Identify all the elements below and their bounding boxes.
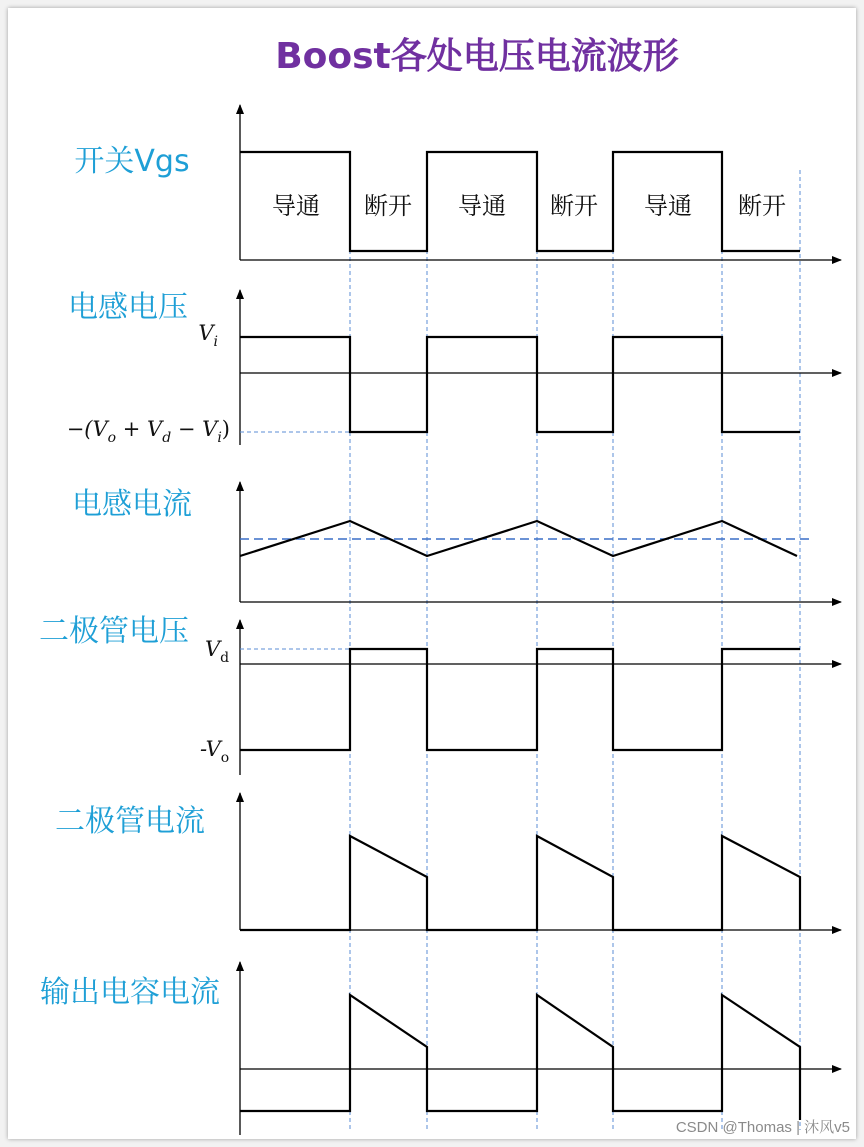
vgs-state-6: 断开 [738,192,786,220]
diode-voltage-low-label: $-V_o$ [200,737,230,766]
vgs-state-1: 导通 [272,192,320,220]
diode-voltage-label: 二极管电压 [39,614,189,649]
watermark: CSDN @Thomas | 沐风v5 [675,1119,850,1136]
vgs-state-5: 导通 [644,192,692,220]
cap-current-label: 输出电容电流 [40,975,220,1010]
vgs-waveform [240,152,800,251]
panel-diode-current [55,793,841,930]
inductor-voltage-waveform [240,337,800,432]
diagram-title: Boost各处电压电流波形 [275,36,679,77]
vgs-state-3: 导通 [458,192,506,220]
diode-voltage-high-label: $V_d$ [205,637,230,666]
panel-diode-voltage [39,614,841,775]
diode-current-waveform [240,836,800,930]
vgs-state-4: 断开 [550,192,598,220]
inductor-voltage-label: 电感电压 [68,290,188,325]
inductor-voltage-high-label: $V_i$ [198,321,218,350]
vgs-label: 开关Vgs [74,144,190,179]
inductor-voltage-low-label: $-(V_o + V_d - V_i)$ [66,417,230,446]
panel-inductor-current [72,482,841,602]
panel-inductor-voltage [67,290,841,446]
vgs-state-2: 断开 [364,192,412,220]
inductor-current-waveform [240,521,797,556]
panel-cap-current [40,962,841,1135]
diode-current-label: 二极管电流 [55,804,205,839]
cap-current-waveform [240,995,800,1120]
panel-vgs [74,105,841,260]
inductor-current-label: 电感电流 [72,487,192,522]
